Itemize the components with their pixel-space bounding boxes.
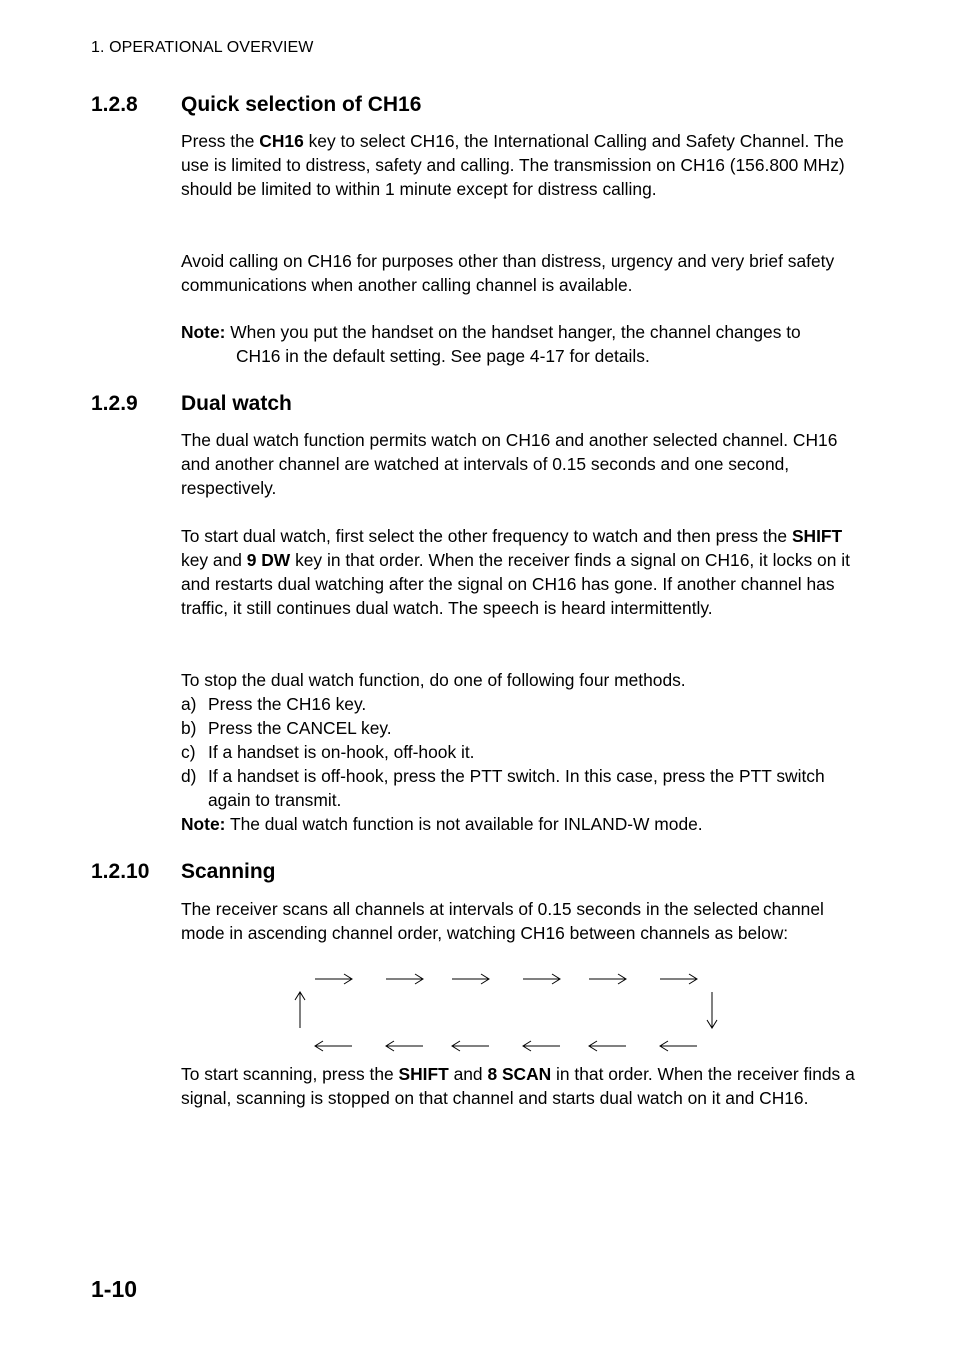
text-run: and [448, 1064, 488, 1084]
text-run: key and [181, 550, 247, 570]
list-text: Press the CH16 key. [208, 694, 367, 714]
text-run: To start dual watch, first select the other frequency to watch and then press the [181, 526, 792, 546]
section-number: 1.2.10 [91, 860, 150, 883]
right-arrow-icon [660, 974, 697, 984]
list-marker: b) [181, 718, 197, 738]
left-arrow-icon [523, 1041, 560, 1051]
left-arrow-icon [386, 1041, 423, 1051]
section-heading-1-2-10 [91, 860, 276, 884]
note-label: Note: [181, 322, 226, 342]
note-label: Note: [181, 814, 226, 834]
paragraph [181, 129, 861, 201]
paragraph [181, 1062, 861, 1110]
paragraph: Avoid calling on CH16 for purposes other than distress, urgency and very brief safety communications when another calling channel is available. [181, 251, 835, 295]
key-name: 8 SCAN [487, 1064, 552, 1084]
right-arrow-icon [452, 974, 489, 984]
text-run: Press the [181, 131, 260, 151]
section-title: Dual watch [181, 392, 292, 415]
stop-methods-list [181, 692, 861, 812]
text-run: The dual watch function is not available for INLAND-W mode. [225, 814, 703, 834]
text-run: key in that order. When the receiver finds a signal on CH16, it locks on it and restarts dual watching after the signal on CH16 has gone. If another channel has traffic, it still continues dual watch. The speech is heard intermittently. [181, 550, 850, 618]
paragraph [181, 524, 861, 620]
left-arrow-icon [660, 1041, 697, 1051]
section-number: 1.2.8 [91, 93, 138, 116]
section-title: Quick selection of CH16 [181, 93, 422, 116]
note [181, 320, 861, 368]
list-marker: d) [181, 766, 197, 786]
key-name: 9 DW [246, 550, 291, 570]
right-arrow-icon [386, 974, 423, 984]
scan-order-diagram [290, 968, 730, 1058]
paragraph: The receiver scans all channels at intervals of 0.15 seconds in the selected channel mode in ascending channel order, watching CH16 between channels as below: [181, 899, 824, 943]
right-arrow-icon [589, 974, 626, 984]
list-item [181, 740, 861, 764]
key-name: SHIFT [791, 526, 843, 546]
text-run: To start scanning, press the [181, 1064, 399, 1084]
list-marker: a) [181, 694, 197, 714]
left-arrow-icon [589, 1041, 626, 1051]
text-run: key to select CH16, the International Calling and Safety Channel. The use is limited to distress, safety and calling. The transmission on CH16 (156.800 MHz) should be limited to within 1 minute except for distress calling. [181, 131, 845, 199]
list-text: If a handset is off-hook, press the PTT switch. In this case, press the PTT switch again to transmit. [208, 766, 825, 810]
section-title: Scanning [181, 860, 276, 883]
section-number: 1.2.9 [91, 392, 138, 415]
note [181, 812, 861, 836]
left-arrow-icon [452, 1041, 489, 1051]
section-heading-1-2-9 [91, 392, 292, 416]
scan-arrows [290, 968, 730, 1058]
list-item [181, 692, 861, 716]
running-head: 1. OPERATIONAL OVERVIEW [91, 39, 314, 56]
list-text: If a handset is on-hook, off-hook it. [208, 742, 475, 762]
list-item [181, 716, 861, 740]
text-run: When you put the handset on the handset hanger, the channel changes to [225, 322, 801, 342]
up-arrow-icon [295, 992, 305, 1028]
text-run: in that order. When the receiver finds a signal, scanning is stopped on that channel and starts dual watch on it and CH16. [181, 1064, 855, 1108]
list-item [181, 764, 861, 812]
right-arrow-icon [315, 974, 352, 984]
right-arrow-icon [523, 974, 560, 984]
paragraph: To stop the dual watch function, do one of following four methods. [181, 670, 686, 690]
key-name: CH16 [259, 131, 304, 151]
list-text: Press the CANCEL key. [208, 718, 392, 738]
section-heading-1-2-8 [91, 93, 421, 117]
page-number: 1-10 [91, 1276, 138, 1302]
key-name: SHIFT [398, 1064, 449, 1084]
paragraph: The dual watch function permits watch on CH16 and another selected channel. CH16 and another channel are watched at intervals of 0.15 seconds and one second, respectively. [181, 430, 838, 498]
down-arrow-icon [707, 992, 717, 1028]
left-arrow-icon [315, 1041, 352, 1051]
text-run: CH16 in the default setting. See page 4-17 for details. [236, 346, 650, 366]
list-marker: c) [181, 742, 196, 762]
